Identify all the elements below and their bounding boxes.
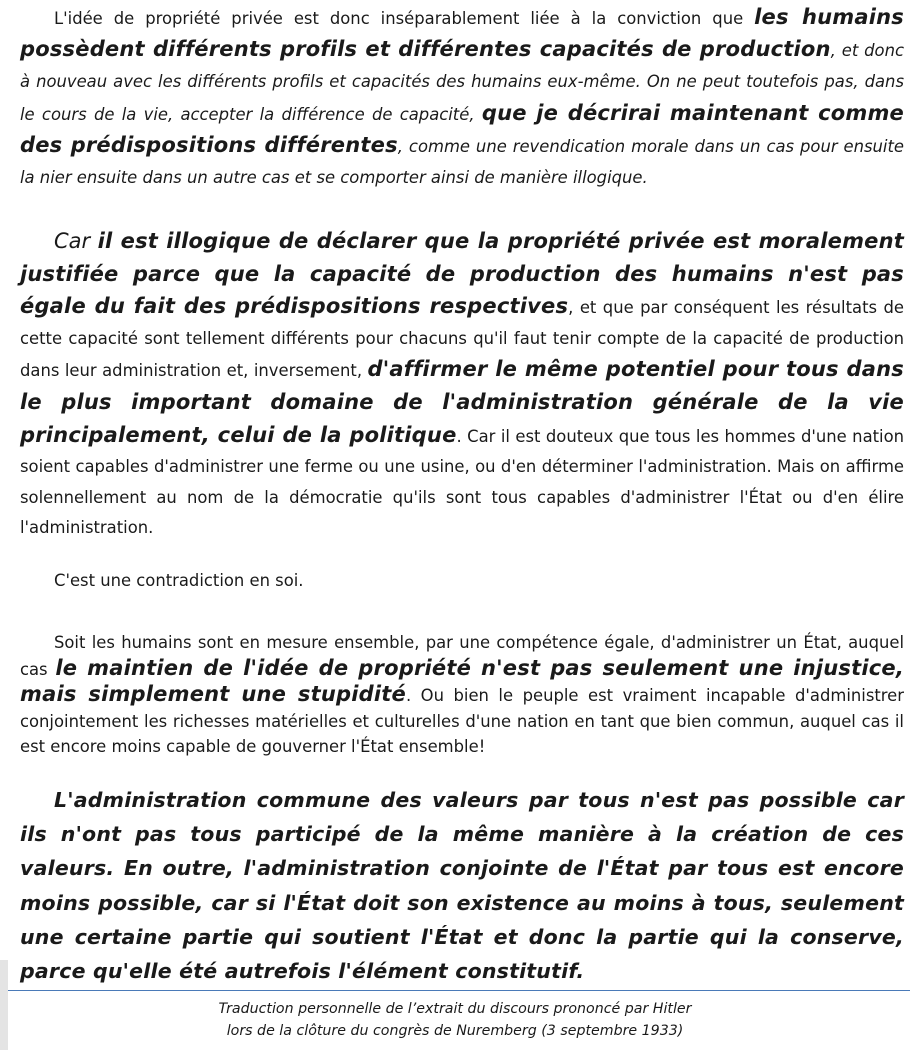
p1-text-2: , et donc à nouveau avec les différents profils et capacités des humains eux-même. On ne peut toutefois pas, dans le cours de la vie, accepter la différence de capacité, [20,41,904,124]
caption-line-2: lors de la clôture du congrès de Nuremberg (3 septembre 1933) [226,1023,684,1039]
p4-text-2: . Ou bien le peuple est vraiment incapable d'administrer conjointement les richesses matérielles et culturelles d'une nation en tant que bien commun, auquel cas il est encore moins capable de gouverner l'État ensemble! [20,686,904,757]
p2-emphasis-1: il est illogique de déclarer que la propriété privée est moralement justifiée parce que la capacité de production des humains n'est pas égale du fait des prédispositions respectives [20,229,904,319]
paragraph-1 [20,2,904,193]
paragraph-2 [20,226,904,544]
caption-line-1: Traduction personnelle de l’extrait du discours prononcé par Hitler [218,1001,692,1017]
p1-text-1: L'idée de propriété privée est donc inséparablement liée à la conviction que [54,9,755,28]
p4-emphasis-1: le maintien de l'idée de propriété n'est pas seulement une injustice, mais simplement une stupidité [20,655,904,707]
paragraph-5 [20,784,904,989]
caption [0,998,910,1042]
p4-text-1: Soit les humains sont en mesure ensemble, par une compétence égale, d'administrer un État, auquel cas [20,633,904,679]
p1-emphasis-1: les humains possèdent différents profils et différentes capacités de production [20,5,904,62]
p2-emphasis-2: d'affirmer le même potentiel pour tous dans le plus important domaine de l'administration générale de la vie principalement, celui de la politique [20,357,904,447]
p1-emphasis-2: que je décrirai maintenant comme des prédispositions différentes [20,100,904,157]
p3-text-1: C'est une contradiction en soi. [54,571,304,590]
p2-text-3: . Car il est douteux que tous les hommes d'une nation soient capables d'administrer une ferme ou une usine, ou d'en déterminer l'administration. Mais on affirme solennellement au nom de la démocratie qu'ils sont tous capables d'administrer l'État ou d'en élire l'administration. [20,426,905,538]
paragraph-3 [20,568,904,594]
paragraph-4 [20,630,904,760]
caption-separator [8,990,910,991]
p5-emphasis-1: L'administration commune des valeurs par tous n'est pas possible car ils n'ont pas tous participé de la même manière à la création de ces valeurs. En outre, l'administration conjointe de l'État par tous est encore moins possible, car si l'État doit son existence au moins à tous, seulement une certaine partie qui soutient l'État et donc la partie qui la conserve, parce qu'elle été autrefois l'élément constitutif. [20,788,904,984]
p2-text-1: Car [54,229,98,253]
p2-text-2: , et que par conséquent les résultats de cette capacité sont tellement différents pour chacuns qu'il faut tenir compte de la capacité de production dans leur administration et, inversement, [20,298,904,381]
p1-text-3: , comme une revendication morale dans un cas pour ensuite la nier ensuite dans un autre cas et se comporter ainsi de manière illogique. [20,136,904,188]
